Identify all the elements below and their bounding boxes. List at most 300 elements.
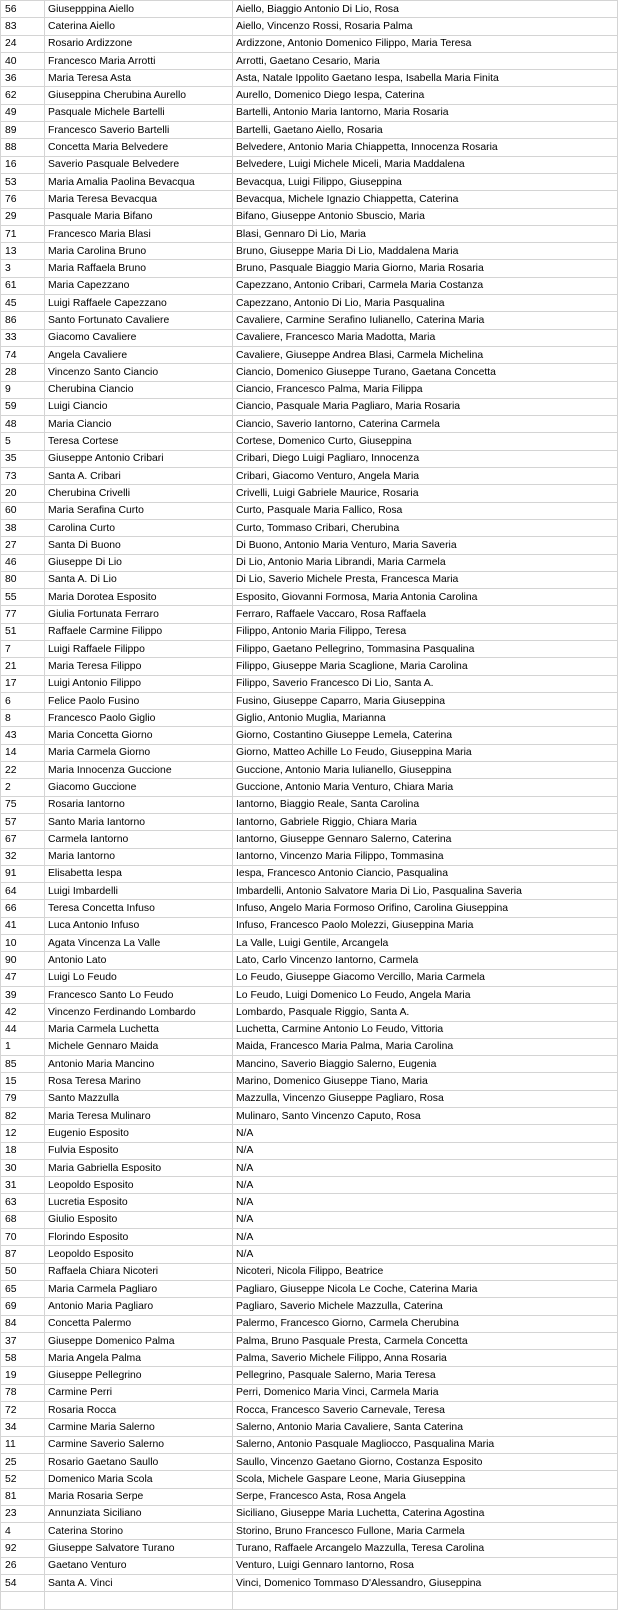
parents-cell[interactable]: Marino, Domenico Giuseppe Tiano, Maria (233, 1073, 618, 1090)
parents-cell[interactable]: N/A (233, 1246, 618, 1263)
parents-cell[interactable]: Pellegrino, Pasquale Salerno, Maria Teresa (233, 1367, 618, 1384)
id-cell[interactable]: 56 (1, 1, 45, 18)
id-cell[interactable]: 52 (1, 1471, 45, 1488)
parents-cell[interactable]: Pagliaro, Giuseppe Nicola Le Coche, Caterina Maria (233, 1280, 618, 1297)
id-cell[interactable]: 58 (1, 1350, 45, 1367)
parents-cell[interactable]: Turano, Raffaele Arcangelo Mazzulla, Teresa Carolina (233, 1540, 618, 1557)
id-cell[interactable]: 32 (1, 848, 45, 865)
id-cell[interactable]: 13 (1, 243, 45, 260)
name-cell[interactable]: Maria Carolina Bruno (45, 243, 233, 260)
name-cell[interactable]: Agata Vincenza La Valle (45, 935, 233, 952)
table-row (1, 468, 618, 485)
parents-cell[interactable]: Perri, Domenico Maria Vinci, Carmela Maria (233, 1384, 618, 1401)
name-cell[interactable]: Santa A. Di Lio (45, 571, 233, 588)
table-row (1, 935, 618, 952)
name-cell[interactable]: Luigi Raffaele Filippo (45, 640, 233, 657)
id-cell[interactable]: 63 (1, 1194, 45, 1211)
parents-cell[interactable]: Giorno, Costantino Giuseppe Lemela, Caterina (233, 727, 618, 744)
parents-cell[interactable]: Belvedere, Antonio Maria Chiappetta, Innocenza Rosaria (233, 139, 618, 156)
id-cell[interactable]: 48 (1, 416, 45, 433)
parents-cell[interactable]: Lato, Carlo Vincenzo Iantorno, Carmela (233, 952, 618, 969)
id-cell[interactable]: 60 (1, 502, 45, 519)
id-cell[interactable]: 50 (1, 1263, 45, 1280)
id-cell[interactable]: 24 (1, 35, 45, 52)
parents-cell[interactable]: Ciancio, Saverio Iantorno, Caterina Carmela (233, 416, 618, 433)
name-cell[interactable]: Leopoldo Esposito (45, 1177, 233, 1194)
parents-cell[interactable]: Ciancio, Francesco Palma, Maria Filippa (233, 381, 618, 398)
name-cell[interactable]: Maria Carmela Giorno (45, 744, 233, 761)
name-cell[interactable]: Pasquale Michele Bartelli (45, 104, 233, 121)
parents-cell[interactable]: Bruno, Pasquale Biaggio Maria Giorno, Maria Rosaria (233, 260, 618, 277)
id-cell[interactable]: 46 (1, 554, 45, 571)
name-cell[interactable]: Maria Rosaria Serpe (45, 1488, 233, 1505)
parents-cell[interactable]: Bartelli, Gaetano Aiello, Rosaria (233, 122, 618, 139)
name-cell[interactable]: Giacomo Cavaliere (45, 329, 233, 346)
name-cell[interactable]: Annunziata Siciliano (45, 1505, 233, 1522)
name-cell[interactable]: Raffaele Carmine Filippo (45, 623, 233, 640)
parents-cell[interactable]: N/A (233, 1125, 618, 1142)
parents-cell[interactable]: Serpe, Francesco Asta, Rosa Angela (233, 1488, 618, 1505)
name-cell[interactable]: Concetta Palermo (45, 1315, 233, 1332)
id-cell[interactable]: 71 (1, 225, 45, 242)
name-cell[interactable]: Maria Iantorno (45, 848, 233, 865)
name-cell[interactable]: Rosa Teresa Marino (45, 1073, 233, 1090)
name-cell[interactable]: Cherubina Crivelli (45, 485, 233, 502)
parents-cell[interactable]: Capezzano, Antonio Di Lio, Maria Pasqualina (233, 295, 618, 312)
parents-cell[interactable]: Guccione, Antonio Maria Venturo, Chiara Maria (233, 779, 618, 796)
table-row (1, 1332, 618, 1349)
parents-cell[interactable]: Maida, Francesco Maria Palma, Maria Carolina (233, 1038, 618, 1055)
id-cell[interactable]: 87 (1, 1246, 45, 1263)
parents-cell[interactable]: Iantorno, Vincenzo Maria Filippo, Tommasina (233, 848, 618, 865)
id-cell[interactable]: 61 (1, 277, 45, 294)
id-cell[interactable]: 21 (1, 658, 45, 675)
id-cell[interactable]: 27 (1, 537, 45, 554)
name-cell[interactable]: Luigi Ciancio (45, 398, 233, 415)
id-cell[interactable]: 11 (1, 1436, 45, 1453)
id-cell[interactable]: 28 (1, 364, 45, 381)
id-cell[interactable]: 14 (1, 744, 45, 761)
parents-cell[interactable]: Crivelli, Luigi Gabriele Maurice, Rosaria (233, 485, 618, 502)
id-cell[interactable]: 31 (1, 1177, 45, 1194)
id-cell[interactable]: 81 (1, 1488, 45, 1505)
parents-cell[interactable]: Pagliaro, Saverio Michele Mazzulla, Caterina (233, 1298, 618, 1315)
name-cell[interactable]: Giuseppe Antonio Cribari (45, 450, 233, 467)
parents-cell[interactable]: Guccione, Antonio Maria Iulianello, Giuseppina (233, 762, 618, 779)
parents-cell[interactable]: Cavaliere, Carmine Serafino Iulianello, Caterina Maria (233, 312, 618, 329)
id-cell[interactable]: 6 (1, 692, 45, 709)
name-cell[interactable]: Carmela Iantorno (45, 831, 233, 848)
name-cell[interactable]: Antonio Maria Mancino (45, 1056, 233, 1073)
id-cell[interactable]: 51 (1, 623, 45, 640)
id-cell[interactable]: 33 (1, 329, 45, 346)
parents-cell[interactable]: N/A (233, 1142, 618, 1159)
id-cell[interactable]: 8 (1, 710, 45, 727)
id-cell[interactable]: 84 (1, 1315, 45, 1332)
parents-cell[interactable]: Nicoteri, Nicola Filippo, Beatrice (233, 1263, 618, 1280)
table-row (1, 18, 618, 35)
id-cell[interactable]: 2 (1, 779, 45, 796)
id-cell[interactable]: 59 (1, 398, 45, 415)
id-cell[interactable]: 5 (1, 433, 45, 450)
parents-cell[interactable]: Ciancio, Pasquale Maria Pagliaro, Maria Rosaria (233, 398, 618, 415)
name-cell[interactable]: Maria Teresa Asta (45, 70, 233, 87)
name-cell[interactable]: Eugenio Esposito (45, 1125, 233, 1142)
parents-cell[interactable]: Giorno, Matteo Achille Lo Feudo, Giuseppina Maria (233, 744, 618, 761)
parents-cell[interactable]: Giglio, Antonio Muglia, Marianna (233, 710, 618, 727)
parents-cell[interactable]: Asta, Natale Ippolito Gaetano Iespa, Isabella Maria Finita (233, 70, 618, 87)
parents-cell[interactable]: Filippo, Gaetano Pellegrino, Tommasina Pasqualina (233, 640, 618, 657)
table-row (1, 1523, 618, 1540)
parents-cell[interactable]: Fusino, Giuseppe Caparro, Maria Giuseppina (233, 692, 618, 709)
id-cell[interactable]: 38 (1, 519, 45, 536)
parents-cell[interactable]: Blasi, Gennaro Di Lio, Maria (233, 225, 618, 242)
id-cell[interactable]: 90 (1, 952, 45, 969)
id-cell[interactable]: 16 (1, 156, 45, 173)
table-row (1, 1004, 618, 1021)
id-cell[interactable]: 67 (1, 831, 45, 848)
parents-cell[interactable]: Ferraro, Raffaele Vaccaro, Rosa Raffaela (233, 606, 618, 623)
table-row (1, 796, 618, 813)
parents-cell[interactable]: Siciliano, Giuseppe Maria Luchetta, Caterina Agostina (233, 1505, 618, 1522)
parents-cell[interactable]: Venturo, Luigi Gennaro Iantorno, Rosa (233, 1557, 618, 1574)
name-cell[interactable]: Florindo Esposito (45, 1229, 233, 1246)
name-cell[interactable]: Teresa Concetta Infuso (45, 900, 233, 917)
parents-cell[interactable]: Palma, Saverio Michele Filippo, Anna Rosaria (233, 1350, 618, 1367)
parents-cell[interactable]: N/A (233, 1159, 618, 1176)
id-cell[interactable]: 10 (1, 935, 45, 952)
name-cell[interactable]: Francesco Maria Arrotti (45, 52, 233, 69)
name-cell[interactable]: Fulvia Esposito (45, 1142, 233, 1159)
name-cell[interactable]: Carolina Curto (45, 519, 233, 536)
id-cell[interactable]: 80 (1, 571, 45, 588)
id-cell[interactable]: 92 (1, 1540, 45, 1557)
id-cell[interactable]: 29 (1, 208, 45, 225)
name-cell[interactable]: Maria Teresa Filippo (45, 658, 233, 675)
parents-cell[interactable]: Iespa, Francesco Antonio Ciancio, Pasqualina (233, 865, 618, 882)
parents-cell[interactable]: Scola, Michele Gaspare Leone, Maria Giuseppina (233, 1471, 618, 1488)
id-cell[interactable]: 91 (1, 865, 45, 882)
table-row (1, 1108, 618, 1125)
name-cell[interactable]: Francesco Saverio Bartelli (45, 122, 233, 139)
parents-cell[interactable]: Aurello, Domenico Diego Iespa, Caterina (233, 87, 618, 104)
table-row (1, 675, 618, 692)
name-cell[interactable]: Santa Di Buono (45, 537, 233, 554)
name-cell[interactable]: Antonio Maria Pagliaro (45, 1298, 233, 1315)
table-row (1, 1090, 618, 1107)
table-row (1, 762, 618, 779)
name-cell[interactable]: Carmine Saverio Salerno (45, 1436, 233, 1453)
id-cell[interactable] (1, 1592, 45, 1609)
id-cell[interactable]: 73 (1, 468, 45, 485)
id-cell[interactable]: 88 (1, 139, 45, 156)
parents-cell[interactable]: Ciancio, Domenico Giuseppe Turano, Gaetana Concetta (233, 364, 618, 381)
id-cell[interactable]: 47 (1, 969, 45, 986)
name-cell[interactable]: Rosaria Rocca (45, 1402, 233, 1419)
parents-cell[interactable]: Aiello, Vincenzo Rossi, Rosaria Palma (233, 18, 618, 35)
parents-cell[interactable]: Filippo, Giuseppe Maria Scaglione, Maria Carolina (233, 658, 618, 675)
parents-cell[interactable]: Cortese, Domenico Curto, Giuseppina (233, 433, 618, 450)
name-cell[interactable]: Giuseppe Di Lio (45, 554, 233, 571)
parents-cell[interactable]: La Valle, Luigi Gentile, Arcangela (233, 935, 618, 952)
name-cell[interactable]: Maria Gabriella Esposito (45, 1159, 233, 1176)
table-row (1, 848, 618, 865)
id-cell[interactable]: 74 (1, 346, 45, 363)
parents-cell[interactable]: N/A (233, 1194, 618, 1211)
id-cell[interactable]: 53 (1, 173, 45, 190)
id-cell[interactable]: 37 (1, 1332, 45, 1349)
id-cell[interactable]: 40 (1, 52, 45, 69)
table-row (1, 225, 618, 242)
table-row (1, 398, 618, 415)
id-cell[interactable]: 7 (1, 640, 45, 657)
id-cell[interactable]: 36 (1, 70, 45, 87)
id-cell[interactable]: 43 (1, 727, 45, 744)
parents-cell[interactable]: Cavaliere, Francesco Maria Madotta, Maria (233, 329, 618, 346)
parents-cell[interactable]: Infuso, Francesco Paolo Molezzi, Giuseppina Maria (233, 917, 618, 934)
parents-cell[interactable]: Lo Feudo, Luigi Domenico Lo Feudo, Angela Maria (233, 986, 618, 1003)
name-cell[interactable]: Rosaria Iantorno (45, 796, 233, 813)
id-cell[interactable]: 41 (1, 917, 45, 934)
id-cell[interactable]: 17 (1, 675, 45, 692)
parents-cell[interactable]: Esposito, Giovanni Formosa, Maria Antonia Carolina (233, 589, 618, 606)
parents-cell[interactable]: Storino, Bruno Francesco Fullone, Maria Carmela (233, 1523, 618, 1540)
parents-cell[interactable]: Mancino, Saverio Biaggio Salerno, Eugenia (233, 1056, 618, 1073)
id-cell[interactable]: 78 (1, 1384, 45, 1401)
parents-cell[interactable]: Iantorno, Gabriele Riggio, Chiara Maria (233, 813, 618, 830)
name-cell[interactable]: Maria Raffaela Bruno (45, 260, 233, 277)
name-cell[interactable]: Luigi Raffaele Capezzano (45, 295, 233, 312)
parents-cell[interactable]: Di Lio, Antonio Maria Librandi, Maria Carmela (233, 554, 618, 571)
parents-cell[interactable]: Bevacqua, Michele Ignazio Chiappetta, Caterina (233, 191, 618, 208)
parents-cell[interactable]: Iantorno, Biaggio Reale, Santa Carolina (233, 796, 618, 813)
parents-cell[interactable]: Vinci, Domenico Tommaso D'Alessandro, Giuseppina (233, 1575, 618, 1592)
parents-cell[interactable]: Rocca, Francesco Saverio Carnevale, Teresa (233, 1402, 618, 1419)
name-cell[interactable]: Maria Dorotea Esposito (45, 589, 233, 606)
parents-cell[interactable]: Bartelli, Antonio Maria Iantorno, Maria Rosaria (233, 104, 618, 121)
parents-cell[interactable]: Palermo, Francesco Giorno, Carmela Cherubina (233, 1315, 618, 1332)
name-cell[interactable]: Santo Maria Iantorno (45, 813, 233, 830)
name-cell[interactable]: Giuseppina Cherubina Aurello (45, 87, 233, 104)
parents-cell[interactable]: Aiello, Biaggio Antonio Di Lio, Rosa (233, 1, 618, 18)
name-cell[interactable]: Lucretia Esposito (45, 1194, 233, 1211)
id-cell[interactable]: 66 (1, 900, 45, 917)
name-cell[interactable]: Leopoldo Esposito (45, 1246, 233, 1263)
parents-cell[interactable]: Cribari, Diego Luigi Pagliaro, Innocenza (233, 450, 618, 467)
parents-cell[interactable]: Lo Feudo, Giuseppe Giacomo Vercillo, Maria Carmela (233, 969, 618, 986)
id-cell[interactable]: 82 (1, 1108, 45, 1125)
id-cell[interactable]: 26 (1, 1557, 45, 1574)
name-cell[interactable]: Maria Serafina Curto (45, 502, 233, 519)
name-cell[interactable]: Rosario Gaetano Saullo (45, 1453, 233, 1470)
name-cell[interactable]: Maria Carmela Luchetta (45, 1021, 233, 1038)
parents-cell[interactable]: Ardizzone, Antonio Domenico Filippo, Maria Teresa (233, 35, 618, 52)
name-cell[interactable]: Giacomo Guccione (45, 779, 233, 796)
parents-cell[interactable]: Cribari, Giacomo Venturo, Angela Maria (233, 468, 618, 485)
name-cell[interactable]: Raffaela Chiara Nicoteri (45, 1263, 233, 1280)
parents-cell[interactable]: Capezzano, Antonio Cribari, Carmela Maria Costanza (233, 277, 618, 294)
id-cell[interactable]: 86 (1, 312, 45, 329)
name-cell[interactable]: Saverio Pasquale Belvedere (45, 156, 233, 173)
name-cell[interactable]: Santo Mazzulla (45, 1090, 233, 1107)
name-cell[interactable]: Concetta Maria Belvedere (45, 139, 233, 156)
parents-cell[interactable]: Curto, Pasquale Maria Fallico, Rosa (233, 502, 618, 519)
parents-cell[interactable]: Cavaliere, Giuseppe Andrea Blasi, Carmela Michelina (233, 346, 618, 363)
id-cell[interactable]: 3 (1, 260, 45, 277)
name-cell[interactable]: Luca Antonio Infuso (45, 917, 233, 934)
parents-cell[interactable]: Bruno, Giuseppe Maria Di Lio, Maddalena Maria (233, 243, 618, 260)
name-cell[interactable]: Santa A. Cribari (45, 468, 233, 485)
name-cell[interactable]: Francesco Paolo Giglio (45, 710, 233, 727)
parents-cell[interactable]: Filippo, Saverio Francesco Di Lio, Santa A. (233, 675, 618, 692)
id-cell[interactable]: 42 (1, 1004, 45, 1021)
parents-cell[interactable]: Mazzulla, Vincenzo Giuseppe Pagliaro, Rosa (233, 1090, 618, 1107)
name-cell[interactable]: Elisabetta Iespa (45, 865, 233, 882)
name-cell[interactable]: Vincenzo Ferdinando Lombardo (45, 1004, 233, 1021)
parents-cell[interactable]: Mulinaro, Santo Vincenzo Caputo, Rosa (233, 1108, 618, 1125)
parents-cell[interactable]: Lombardo, Pasquale Riggio, Santa A. (233, 1004, 618, 1021)
name-cell[interactable]: Giulia Fortunata Ferraro (45, 606, 233, 623)
id-cell[interactable]: 44 (1, 1021, 45, 1038)
name-cell[interactable]: Teresa Cortese (45, 433, 233, 450)
parents-cell[interactable] (233, 1592, 618, 1609)
parents-cell[interactable]: Filippo, Antonio Maria Filippo, Teresa (233, 623, 618, 640)
id-cell[interactable]: 35 (1, 450, 45, 467)
name-cell[interactable]: Maria Capezzano (45, 277, 233, 294)
table-row (1, 900, 618, 917)
parents-cell[interactable]: Curto, Tommaso Cribari, Cherubina (233, 519, 618, 536)
parents-cell[interactable]: Iantorno, Giuseppe Gennaro Salerno, Caterina (233, 831, 618, 848)
id-cell[interactable]: 79 (1, 1090, 45, 1107)
id-cell[interactable]: 25 (1, 1453, 45, 1470)
id-cell[interactable]: 57 (1, 813, 45, 830)
name-cell[interactable]: Giuseppe Domenico Palma (45, 1332, 233, 1349)
name-cell[interactable]: Luigi Lo Feudo (45, 969, 233, 986)
name-cell[interactable]: Maria Teresa Bevacqua (45, 191, 233, 208)
id-cell[interactable]: 1 (1, 1038, 45, 1055)
name-cell[interactable]: Gaetano Venturo (45, 1557, 233, 1574)
parents-cell[interactable]: Imbardelli, Antonio Salvatore Maria Di Lio, Pasqualina Saveria (233, 883, 618, 900)
name-cell[interactable]: Francesco Maria Blasi (45, 225, 233, 242)
table-row (1, 571, 618, 588)
parents-cell[interactable]: Bifano, Giuseppe Antonio Sbuscio, Maria (233, 208, 618, 225)
id-cell[interactable]: 54 (1, 1575, 45, 1592)
name-cell[interactable]: Michele Gennaro Maida (45, 1038, 233, 1055)
name-cell[interactable]: Luigi Antonio Filippo (45, 675, 233, 692)
name-cell[interactable]: Carmine Perri (45, 1384, 233, 1401)
name-cell[interactable]: Luigi Imbardelli (45, 883, 233, 900)
name-cell[interactable]: Caterina Aiello (45, 18, 233, 35)
table-row (1, 606, 618, 623)
parents-cell[interactable]: N/A (233, 1177, 618, 1194)
name-cell[interactable]: Maria Teresa Mulinaro (45, 1108, 233, 1125)
name-cell[interactable]: Maria Ciancio (45, 416, 233, 433)
table-row (1, 277, 618, 294)
name-cell[interactable]: Angela Cavaliere (45, 346, 233, 363)
name-cell[interactable]: Maria Angela Palma (45, 1350, 233, 1367)
id-cell[interactable]: 89 (1, 122, 45, 139)
parents-cell[interactable]: Di Buono, Antonio Maria Venturo, Maria Saveria (233, 537, 618, 554)
name-cell[interactable]: Giuseppe Salvatore Turano (45, 1540, 233, 1557)
id-cell[interactable]: 4 (1, 1523, 45, 1540)
parents-cell[interactable]: N/A (233, 1211, 618, 1228)
name-cell[interactable]: Maria Innocenza Guccione (45, 762, 233, 779)
name-cell[interactable]: Caterina Storino (45, 1523, 233, 1540)
id-cell[interactable]: 72 (1, 1402, 45, 1419)
table-row (1, 1280, 618, 1297)
name-cell[interactable]: Pasquale Maria Bifano (45, 208, 233, 225)
id-cell[interactable]: 55 (1, 589, 45, 606)
parents-cell[interactable]: Di Lio, Saverio Michele Presta, Francesca Maria (233, 571, 618, 588)
name-cell[interactable]: Rosario Ardizzone (45, 35, 233, 52)
id-cell[interactable]: 65 (1, 1280, 45, 1297)
parents-cell[interactable]: Infuso, Angelo Maria Formoso Orifino, Carolina Giuseppina (233, 900, 618, 917)
table-row (1, 346, 618, 363)
name-cell[interactable]: Santa A. Vinci (45, 1575, 233, 1592)
id-cell[interactable]: 34 (1, 1419, 45, 1436)
id-cell[interactable]: 9 (1, 381, 45, 398)
parents-cell[interactable]: N/A (233, 1229, 618, 1246)
parents-cell[interactable]: Palma, Bruno Pasquale Presta, Carmela Concetta (233, 1332, 618, 1349)
name-cell[interactable]: Maria Amalia Paolina Bevacqua (45, 173, 233, 190)
id-cell[interactable]: 49 (1, 104, 45, 121)
id-cell[interactable]: 83 (1, 18, 45, 35)
id-cell[interactable]: 18 (1, 1142, 45, 1159)
id-cell[interactable]: 69 (1, 1298, 45, 1315)
id-cell[interactable]: 64 (1, 883, 45, 900)
name-cell[interactable]: Carmine Maria Salerno (45, 1419, 233, 1436)
id-cell[interactable]: 22 (1, 762, 45, 779)
id-cell[interactable]: 85 (1, 1056, 45, 1073)
name-cell[interactable]: Giusepppina Aiello (45, 1, 233, 18)
id-cell[interactable]: 23 (1, 1505, 45, 1522)
name-cell[interactable]: Giulio Esposito (45, 1211, 233, 1228)
name-cell[interactable]: Francesco Santo Lo Feudo (45, 986, 233, 1003)
parents-cell[interactable]: Saullo, Vincenzo Gaetano Giorno, Costanza Esposito (233, 1453, 618, 1470)
name-cell[interactable]: Maria Carmela Pagliaro (45, 1280, 233, 1297)
id-cell[interactable]: 68 (1, 1211, 45, 1228)
name-cell[interactable]: Antonio Lato (45, 952, 233, 969)
id-cell[interactable]: 30 (1, 1159, 45, 1176)
id-cell[interactable]: 39 (1, 986, 45, 1003)
id-cell[interactable]: 19 (1, 1367, 45, 1384)
parents-cell[interactable]: Bevacqua, Luigi Filippo, Giuseppina (233, 173, 618, 190)
name-cell[interactable]: Giuseppe Pellegrino (45, 1367, 233, 1384)
id-cell[interactable]: 62 (1, 87, 45, 104)
table-row (1, 1038, 618, 1055)
name-cell[interactable]: Domenico Maria Scola (45, 1471, 233, 1488)
parents-cell[interactable]: Salerno, Antonio Maria Cavaliere, Santa Caterina (233, 1419, 618, 1436)
name-cell[interactable]: Maria Concetta Giorno (45, 727, 233, 744)
id-cell[interactable]: 75 (1, 796, 45, 813)
id-cell[interactable]: 12 (1, 1125, 45, 1142)
id-cell[interactable]: 20 (1, 485, 45, 502)
parents-cell[interactable]: Salerno, Antonio Pasquale Magliocco, Pasqualina Maria (233, 1436, 618, 1453)
name-cell[interactable]: Cherubina Ciancio (45, 381, 233, 398)
id-cell[interactable]: 45 (1, 295, 45, 312)
parents-cell[interactable]: Arrotti, Gaetano Cesario, Maria (233, 52, 618, 69)
id-cell[interactable]: 70 (1, 1229, 45, 1246)
parents-cell[interactable]: Belvedere, Luigi Michele Miceli, Maria Maddalena (233, 156, 618, 173)
parents-cell[interactable]: Luchetta, Carmine Antonio Lo Feudo, Vittoria (233, 1021, 618, 1038)
name-cell[interactable]: Felice Paolo Fusino (45, 692, 233, 709)
name-cell[interactable] (45, 1592, 233, 1609)
name-cell[interactable]: Vincenzo Santo Ciancio (45, 364, 233, 381)
name-cell[interactable]: Santo Fortunato Cavaliere (45, 312, 233, 329)
id-cell[interactable]: 15 (1, 1073, 45, 1090)
id-cell[interactable]: 76 (1, 191, 45, 208)
id-cell[interactable]: 77 (1, 606, 45, 623)
